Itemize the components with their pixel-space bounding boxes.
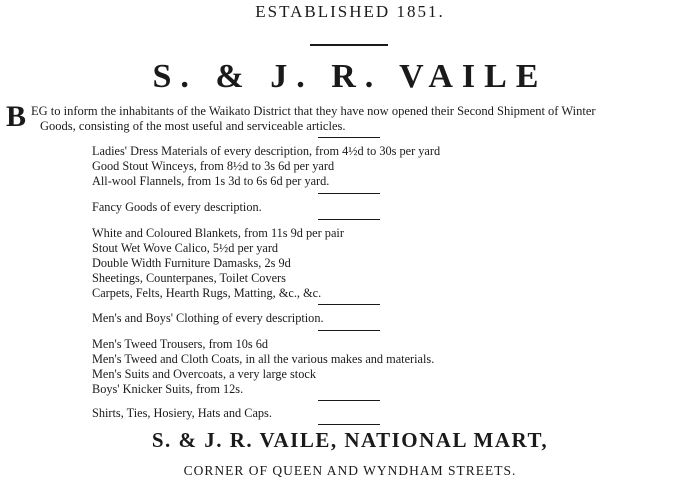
- established-heading: ESTABLISHED 1851.: [255, 2, 445, 21]
- divider-rule: [318, 193, 380, 194]
- list-item: Men's Tweed Trousers, from 10s 6d: [92, 337, 269, 351]
- divider-rule: [318, 219, 380, 220]
- intro-line-1: EG to inform the inhabitants of the Waikato District that they have now opened their Second Shipment of Winter: [31, 104, 596, 118]
- list-item: Men's and Boys' Clothing of every description.: [92, 311, 324, 325]
- address-line: CORNER OF QUEEN AND WYNDHAM STREETS.: [183, 463, 517, 478]
- list-item: Shirts, Ties, Hosiery, Hats and Caps.: [92, 406, 272, 420]
- list-item: Stout Wet Wove Calico, 5½d per yard: [92, 241, 279, 255]
- list-item: Men's Tweed and Cloth Coats, in all the various makes and materials.: [92, 352, 435, 366]
- list-item: Double Width Furniture Damasks, 2s 9d: [92, 256, 291, 270]
- header-rule: [310, 44, 388, 46]
- list-item: All-wool Flannels, from 1s 3d to 6s 6d per yard.: [92, 174, 330, 188]
- list-item: Boys' Knicker Suits, from 12s.: [92, 382, 244, 396]
- divider-rule: [318, 137, 380, 138]
- intro-line-2: Goods, consisting of the most useful and serviceable articles.: [40, 119, 346, 133]
- list-item: Fancy Goods of every description.: [92, 200, 262, 214]
- list-item: Men's Suits and Overcoats, a very large stock: [92, 367, 316, 381]
- divider-rule: [318, 304, 380, 305]
- national-mart-heading: S. & J. R. VAILE, NATIONAL MART,: [151, 428, 549, 452]
- list-item: Carpets, Felts, Hearth Rugs, Matting, &c., &c.: [92, 286, 322, 300]
- divider-rule: [318, 424, 380, 425]
- intro-dropcap: B: [6, 100, 27, 133]
- list-item: White and Coloured Blankets, from 11s 9d per pair: [92, 226, 344, 240]
- list-item: Ladies' Dress Materials of every description, from 4½d to 30s per yard: [92, 144, 441, 158]
- list-item: Good Stout Winceys, from 8½d to 3s 6d per yard: [92, 159, 335, 173]
- firm-title: S. & J. R. VAILE: [152, 58, 548, 95]
- divider-rule: [318, 400, 380, 401]
- list-item: Sheetings, Counterpanes, Toilet Covers: [92, 271, 286, 285]
- divider-rule: [318, 330, 380, 331]
